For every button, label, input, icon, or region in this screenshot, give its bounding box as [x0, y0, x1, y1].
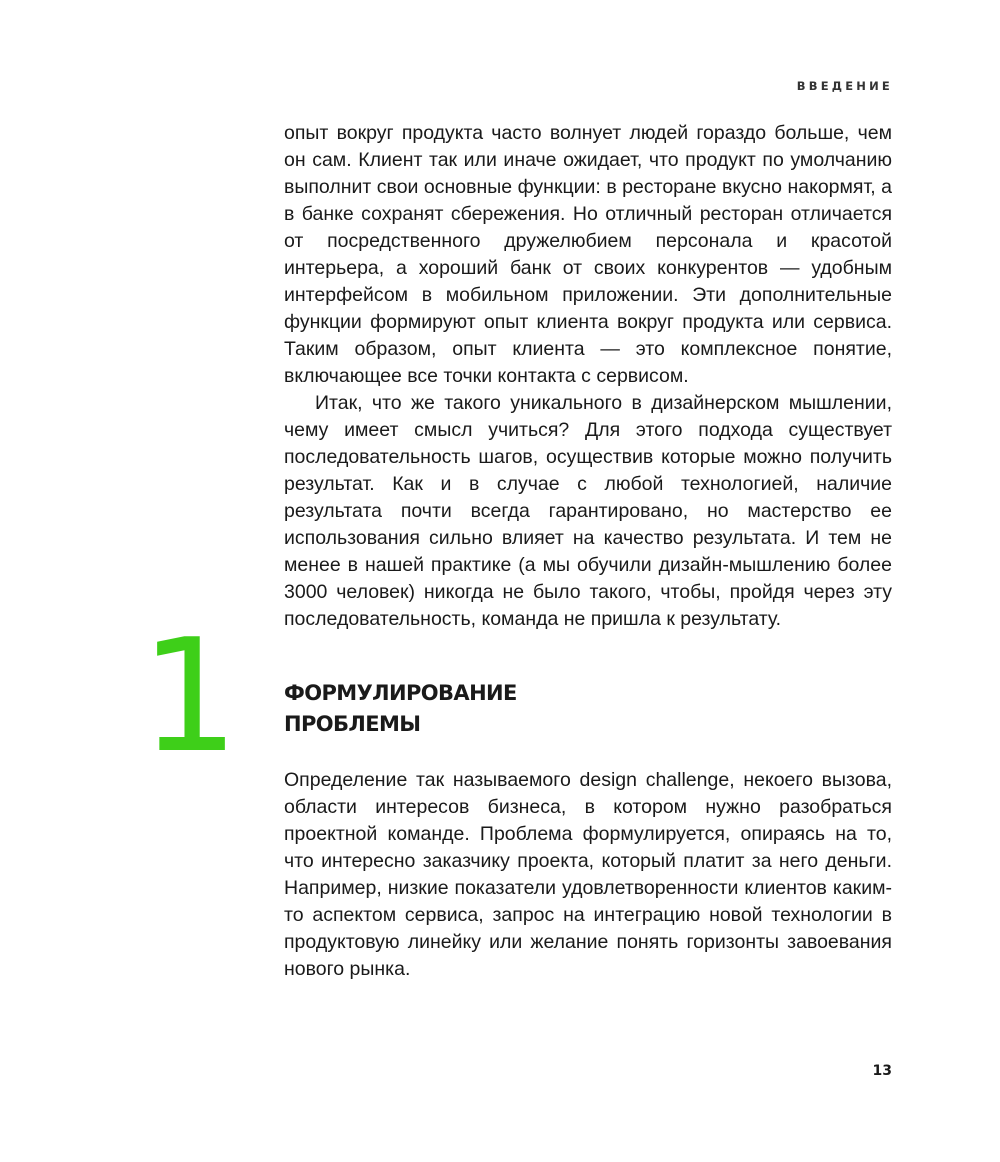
- intro-paragraph-2: Итак, что же такого уникального в дизайнерском мышлении, чему имеет смысл учиться? Для этого подхода существует последовательность шагов, осуществив которые можно получить результат. Как и в случае с любой технологией, наличие результата почти всегда гарантировано, но мастерство ее использования сильно влияет на качество результата. И тем не менее в нашей практике (а мы обучили дизайн-мышлению более 3000 человек) никогда не было такого, чтобы, пройдя через эту последовательность, команда не пришла к результату.: [284, 392, 892, 630]
- section-number: 1: [140, 605, 240, 787]
- section-title-line-1: ФОРМУЛИРОВАНИЕ: [284, 681, 517, 705]
- page-number: 13: [872, 1063, 892, 1079]
- section-title: [284, 678, 517, 740]
- section-body: [284, 767, 892, 983]
- intro-text: [284, 120, 892, 633]
- running-header: ВВЕДЕНИЕ: [796, 79, 893, 93]
- section-body-paragraph: Определение так называемого design challenge, некоего вызова, области интересов бизнеса, в котором нужно разобраться проектной команде. Проблема формулируется, опираясь на то, что интересно заказчику проекта, который платит за него деньги. Например, низкие показатели удовлетворенности клиентов каким-то аспектом сервиса, запрос на интеграцию новой технологии в продуктовую линейку или желание понять горизонты завоевания нового рынка.: [284, 769, 892, 980]
- intro-paragraph-1: опыт вокруг продукта часто волнует людей гораздо больше, чем он сам. Клиент так или иначе ожидает, что продукт по умолчанию выполнит свои основные функции: в ресторане вкусно накормят, а в банке сохранят сбережения. Но отличный ресторан отличается от посредственного дружелюбием персонала и красотой интерьера, а хороший банк от своих конкурентов — удобным интерфейсом в мобильном приложении. Эти дополнительные функции формируют опыт клиента вокруг продукта или сервиса. Таким образом, опыт клиента — это комплексное понятие, включающее все точки контакта с сервисом.: [284, 122, 892, 387]
- section-title-line-2: ПРОБЛЕМЫ: [284, 712, 421, 736]
